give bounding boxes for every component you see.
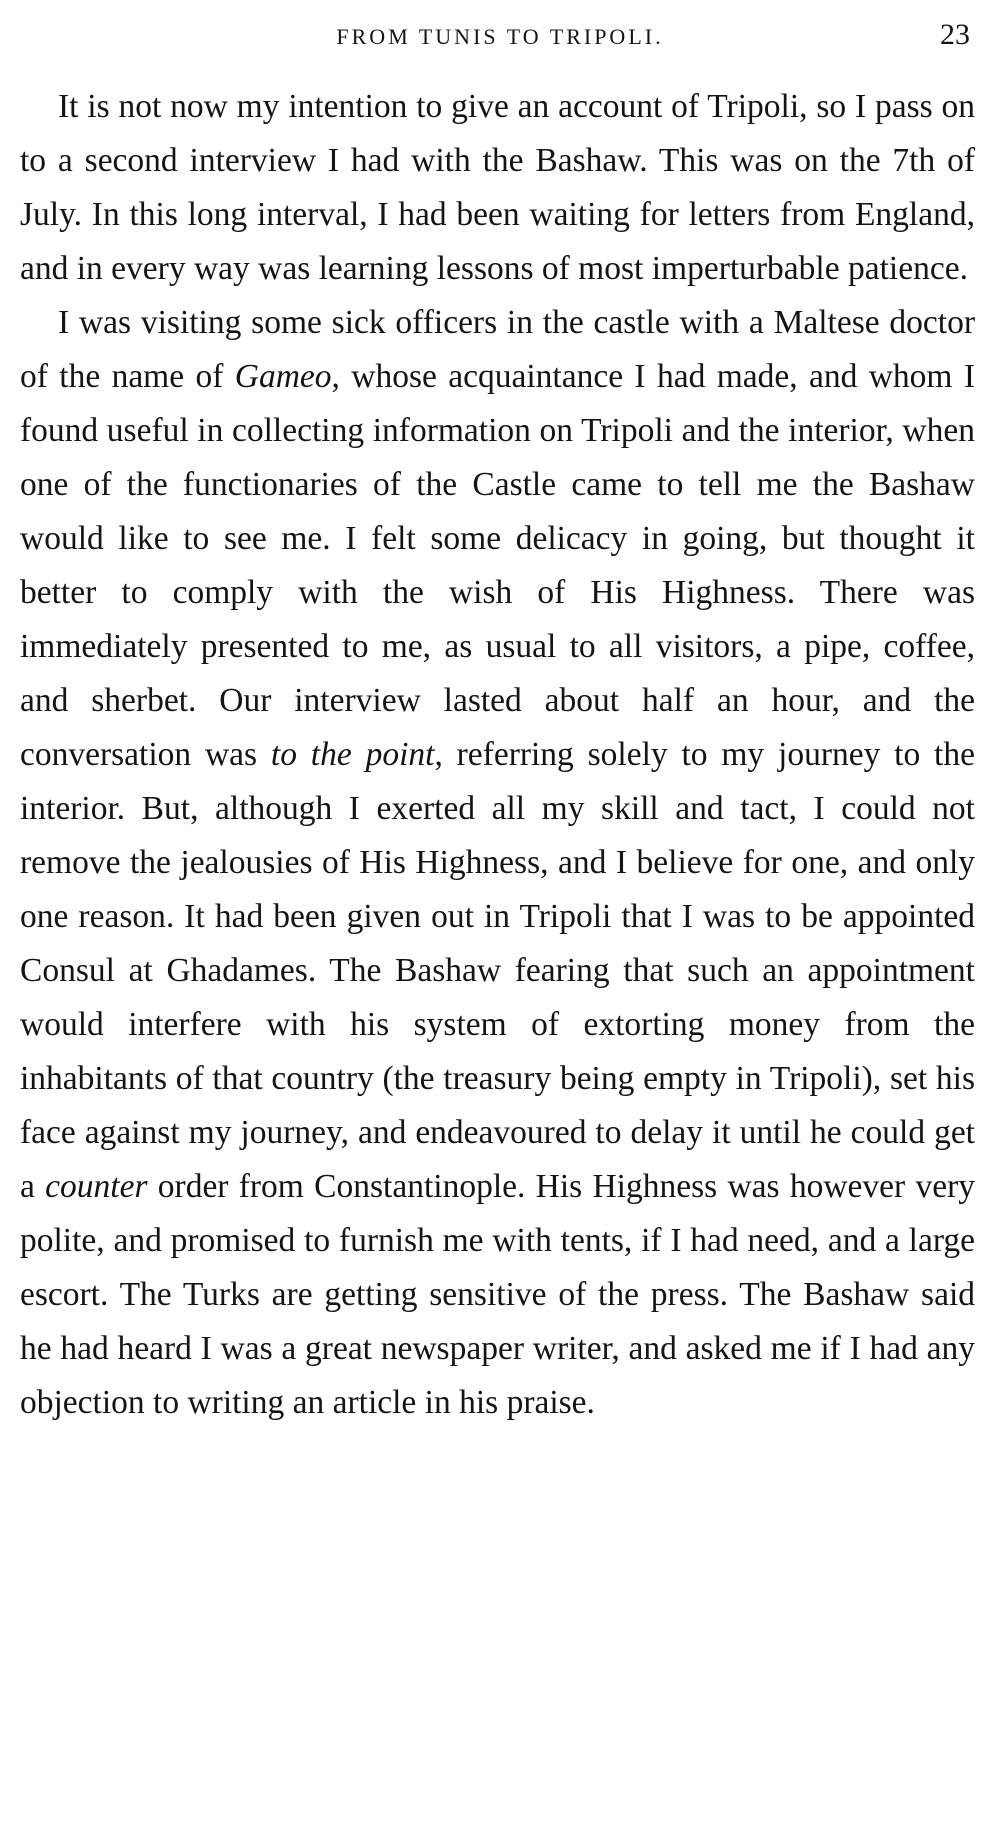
running-title: FROM TUNIS TO TRIPOLI. (336, 24, 664, 49)
paragraph (20, 80, 975, 296)
running-head (20, 18, 980, 58)
body-text (20, 80, 975, 1430)
paragraph (20, 296, 975, 1430)
italic-name-gameo: Gameo (234, 358, 332, 395)
text-run: It is not now my intention to give an account of Tripoli, so I pass on to a second interview I had with the Bashaw. This was on the 7th of July. In this long interval, I had been waiting for letters from England, and in every way was learning lessons of most imperturbable patience. (20, 88, 975, 287)
page-number: 23 (940, 18, 970, 51)
text-run: , whose acquaintance I had made, and whom I found useful in collecting information on Tripoli and the interior, when one of the functionaries of the Castle came to tell me the Bashaw would like to see me. I felt some delicacy in going, but thought it better to comply with the wish of His Highness. There was immediately presented to me, as usual to all visitors, a pipe, coffee, and sherbet. Our interview lasted about half an hour, and the conversation was (20, 358, 975, 773)
italic-word-counter: counter (45, 1168, 148, 1205)
text-run: , referring solely to my journey to the interior. But, although I exerted all my skill and tact, I could not remove the jealousies of His Highness, and I believe for one, and only one reason. It had been given out in Tripoli that I was to be appointed Consul at Ghadames. The Bashaw fearing that such an appointment would interfere with his system of extorting money from the inhabitants of that country (the treasury being empty in Tripoli), set his face against my journey, and endeavoured to delay it until he could get a (20, 736, 975, 1205)
text-run: I was visiting some sick officers in the castle with a Maltese doctor of the name of (20, 304, 975, 395)
italic-phrase-to-the-point: to the point (270, 736, 435, 773)
text-run: order from Constantinople. His Highness was however very polite, and promised to furnish me with tents, if I had need, and a large escort. The Turks are getting sensitive of the press. The Bashaw said he had heard I was a great newspaper writer, and asked me if I had any objection to writing an article in his praise. (20, 1168, 975, 1421)
